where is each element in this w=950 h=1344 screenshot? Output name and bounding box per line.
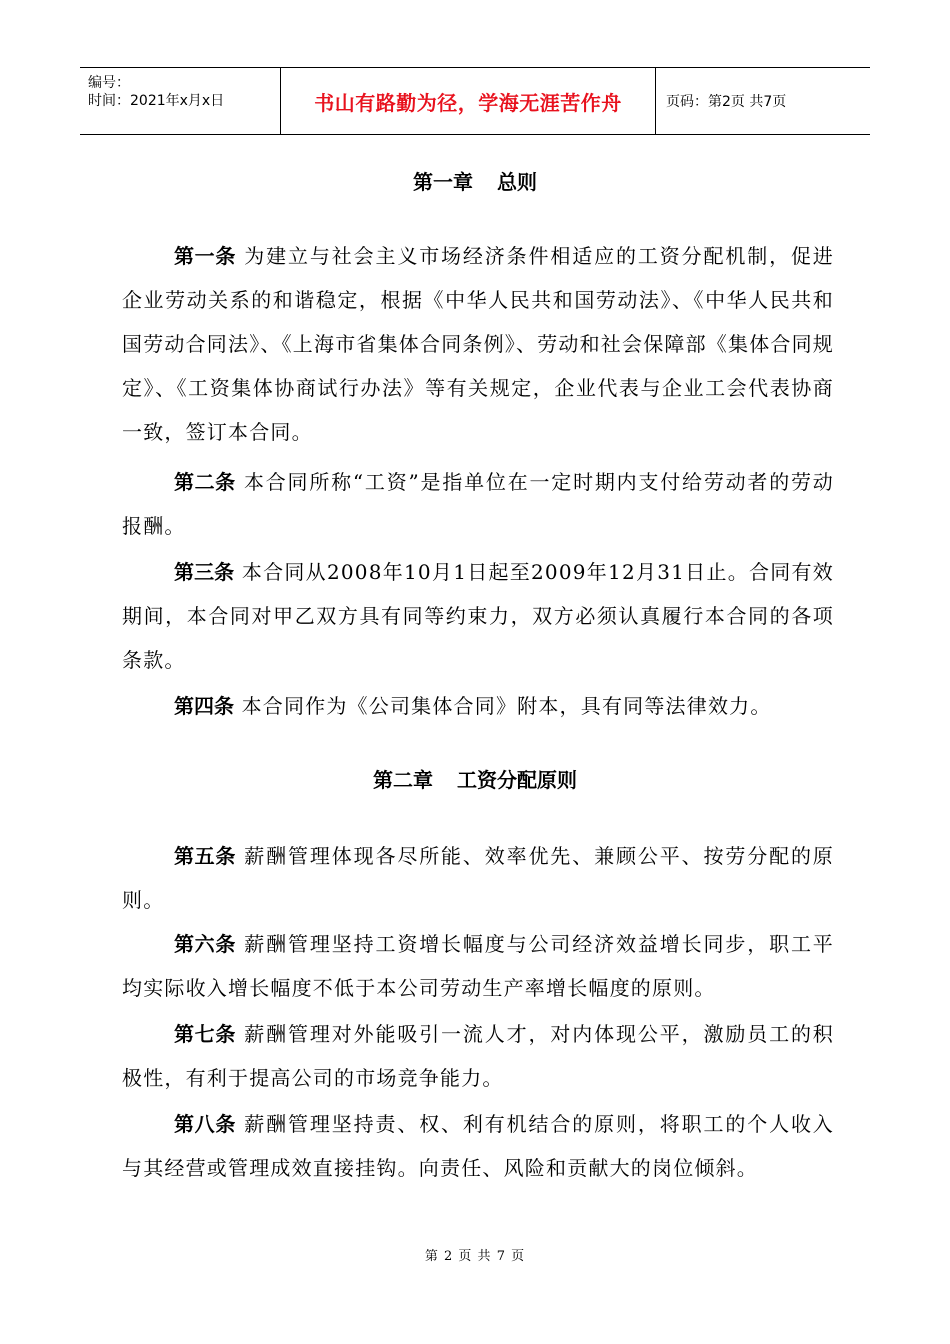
- motto-text: 书山有路勤为径，学海无涯苦作舟: [314, 90, 622, 115]
- serial-number-label: 编号：: [88, 75, 130, 91]
- article-text: 薪酬管理坚持责、权、利有机结合的原则，将职工的个人收入与其经营或管理成效直接挂钩。向责任、风险和贡献大的岗位倾斜。: [122, 1112, 835, 1180]
- article-label: 第六条: [174, 932, 237, 956]
- article-text: 本合同作为《公司集体合同》附本，具有同等法律效力。: [241, 694, 772, 718]
- chapter-title: 工资分配原则: [457, 768, 577, 792]
- article-2: [122, 460, 834, 548]
- article-4: [122, 684, 834, 728]
- chapter-2-heading: [0, 764, 950, 793]
- chapter-title: 总则: [497, 170, 537, 194]
- article-1: [122, 234, 834, 454]
- article-label: 第七条: [174, 1022, 237, 1046]
- article-text: 薪酬管理坚持工资增长幅度与公司经济效益增长同步，职工平均实际收入增长幅度不低于本公司劳动生产率增长幅度的原则。: [122, 932, 835, 1000]
- article-label: 第四条: [174, 694, 234, 718]
- article-8: [122, 1102, 834, 1190]
- page-code-text: 页码：第2页 共7页: [666, 94, 787, 110]
- article-5: [122, 834, 834, 922]
- article-label: 第八条: [174, 1112, 237, 1136]
- chapter-number: 第一章: [413, 170, 473, 194]
- article-label: 第五条: [174, 844, 237, 868]
- article-3: [122, 550, 834, 682]
- article-text: 薪酬管理对外能吸引一流人才，对内体现公平，激励员工的积极性，有利于提高公司的市场竞争能力。: [122, 1022, 835, 1090]
- article-label: 第二条: [174, 470, 236, 494]
- page-header: [80, 67, 870, 135]
- header-meta: [80, 68, 281, 134]
- article-text: 本合同所称“工资”是指单位在一定时期内支付给劳动者的劳动报酬。: [122, 470, 834, 538]
- chapter-1-heading: [0, 166, 950, 195]
- article-text: 为建立与社会主义市场经济条件相适应的工资分配机制，促进企业劳动关系的和谐稳定，根据《中华人民共和国劳动法》、《中华人民共和国劳动合同法》、《上海市省集体合同条例》、劳动和社会保障部《集体合同规定》、《工资集体协商试行办法》等有关规定，企业代表与企业工会代表协商一致，签订本合同。: [122, 244, 835, 444]
- article-6: [122, 922, 834, 1010]
- chapter-number: 第二章: [373, 768, 433, 792]
- article-text: 本合同从2008年10月1日起至2009年12月31日止。合同有效期间，本合同对甲乙双方具有同等约束力，双方必须认真履行本合同的各项条款。: [122, 560, 835, 672]
- article-text: 薪酬管理体现各尽所能、效率优先、兼顾公平、按劳分配的原则。: [122, 844, 835, 912]
- article-7: [122, 1012, 834, 1100]
- header-motto-cell: [281, 68, 656, 134]
- page-footer: 第 2 页 共 7 页: [424, 1249, 526, 1264]
- date-label: 时间：2021年x月x日: [88, 93, 225, 109]
- article-label: 第三条: [174, 560, 235, 584]
- article-label: 第一条: [174, 244, 237, 268]
- header-page-code: [656, 68, 870, 134]
